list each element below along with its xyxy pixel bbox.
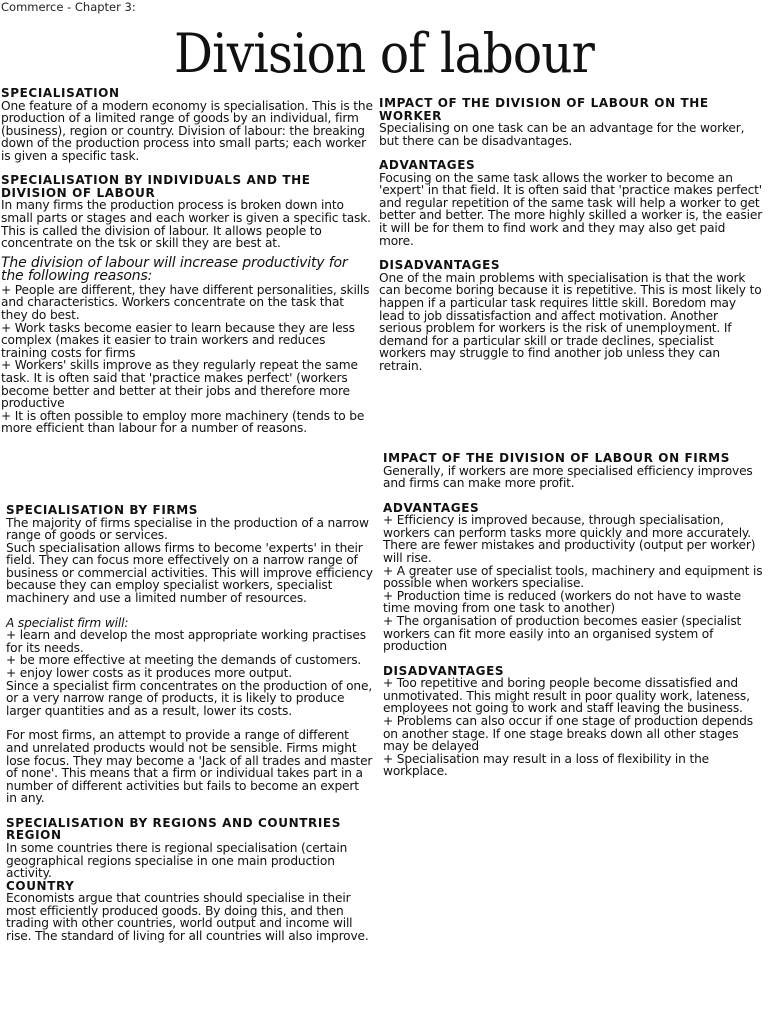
chapter-label: Commerce - Chapter 3: — [1, 0, 136, 14]
list-item: + Too repetitive and boring people become dissatisfied and unmotivated. This might result in poor quality work, lateness, employees not going to work and staff leaving the business. — [383, 676, 750, 716]
right-column-firms — [383, 452, 765, 778]
heading-impact-firms: IMPACT OF THE DIVISION OF LABOUR ON FIRMS — [383, 451, 730, 465]
list-item: + A greater use of specialist tools, machinery and equipment is possible when workers specialise. — [383, 563, 763, 591]
list-item: + learn and develop the most appropriate working practises for its needs. — [6, 628, 366, 655]
paragraph: In many firms the production process is broken down into small parts or stages and each worker is given a specific task. This is called the division of labour. It allows people to concentrate on the tsk or skill they are best at. — [1, 198, 371, 251]
heading-impact-worker: IMPACT OF THE DIVISION OF LABOUR ON THE WORKER — [379, 96, 709, 123]
heading-specialisation: SPECIALISATION — [1, 86, 120, 100]
heading-advantages: ADVANTAGES — [383, 500, 480, 515]
list-item: + Problems can also occur if one stage of production depends on another stage. If one stage breaks down all other stages may be delayed — [383, 714, 753, 754]
list-item: + Efficiency is improved because, through specialisation, workers can perform tasks more quickly and more accurately. There are fewer mistakes and productivity (output per worker) will rise. — [383, 513, 756, 565]
paragraph: One of the main problems with specialisation is that the work can become boring because it is repetitive. This is most likely to happen if a particular task requires little skill. Boredom may lead to job dissatisfaction and affect motivation. Another serious problem for workers is the risk of unemployment. If demand for a particular skill or trade declines, specialist workers may struggle to find another job unless they can retrain. — [379, 270, 762, 373]
left-column — [1, 87, 373, 435]
heading-advantages: ADVANTAGES — [379, 158, 476, 173]
list-item: + People are different, they have different personalities, skills and characteristics. Workers concentrate on the task that they do best. — [1, 282, 370, 323]
list-item: + Production time is reduced (workers do not have to waste time moving from one task to another) — [383, 588, 742, 616]
list-item: + Workers' skills improve as they regularly repeat the same task. It is often said that 'practice makes perfect' (workers become better and better at their jobs and therefore more productive — [1, 358, 358, 411]
page-title: Division of labour — [174, 22, 594, 85]
list-item: + be more effective at meeting the demands of customers. — [6, 653, 362, 668]
paragraph: Such specialisation allows firms to become 'experts' in their field. They can focus more effectively on a narrow range of business or commercial activities. This will improve efficiency because they can employ specialist workers, specialist machinery and use a limited number of resources. — [6, 540, 373, 606]
list-item: + Specialisation may result in a loss of flexibility in the workplace. — [383, 751, 710, 779]
heading-disadvantages: DISADVANTAGES — [383, 663, 505, 678]
paragraph: Since a specialist firm concentrates on the production of one, or a very narrow range of products, it is likely to produce larger quantities and as a result, lower its costs. — [6, 678, 373, 718]
list-item: + Work tasks become easier to learn because they are less complex (makes it easier to train workers and reduces training costs for firms — [1, 320, 355, 360]
paragraph: Economists argue that countries should specialise in their most efficiently produced goods. By doing this, and then trading with other countries, world output and income will rise. The standard of living for all countries will also improve. — [6, 891, 369, 944]
heading-regions: SPECIALISATION BY REGIONS AND COUNTRIES — [6, 815, 341, 830]
heading-firms: SPECIALISATION BY FIRMS — [6, 503, 199, 517]
heading-region: REGION — [6, 828, 62, 843]
list-item: + enjoy lower costs as it produces more output. — [6, 666, 292, 681]
paragraph: For most firms, an attempt to provide a range of different and unrelated products would not be sensible. Firms might lose focus. They may become a 'Jack of all trades and master of none'. This means that a firm or individual takes part in a number of different activities but fails to become an expert in any. — [6, 728, 373, 806]
heading-country: COUNTRY — [6, 878, 75, 893]
paragraph: Generally, if workers are more specialised efficiency improves and firms can make more profit. — [383, 463, 753, 491]
paragraph: In some countries there is regional specialisation (certain geographical regions specialise in one main production activity. — [6, 840, 348, 881]
paragraph: Specialising on one task can be an advantage for the worker, but there can be disadvantages. — [379, 121, 745, 148]
paragraph: Focusing on the same task allows the worker to become an 'expert' in that field. It is often said that 'practice makes perfect' and regular repetition of the same task will help a worker to get better and better. The more highly skilled a worker is, the easier it will be for them to find work and they may also get paid more. — [379, 170, 763, 248]
intro-specialist-firm: A specialist firm will: — [6, 615, 129, 630]
right-column-worker — [379, 97, 763, 373]
paragraph: One feature of a modern economy is specialisation. This is the production of a limited range of goods by an individual, firm (business), region or country. Division of labour: the breaking down of the production process into small parts; each worker is given a specific task. — [1, 98, 373, 163]
heading-disadvantages: DISADVANTAGES — [379, 258, 501, 273]
list-item: + It is often possible to employ more machinery (tends to be more efficient than labour for a number of reasons. — [1, 408, 365, 436]
list-item: + The organisation of production becomes easier (specialist workers can fit more easily into an organised system of production — [383, 613, 742, 654]
paragraph: The majority of firms specialise in the production of a narrow range of goods or services. — [6, 515, 369, 543]
left-column-firms — [6, 504, 373, 943]
intro-reasons: The division of labour will increase productivity for the following reasons: — [1, 254, 348, 285]
heading-individuals: SPECIALISATION BY INDIVIDUALS AND THE DIVISION OF LABOUR — [1, 173, 311, 200]
